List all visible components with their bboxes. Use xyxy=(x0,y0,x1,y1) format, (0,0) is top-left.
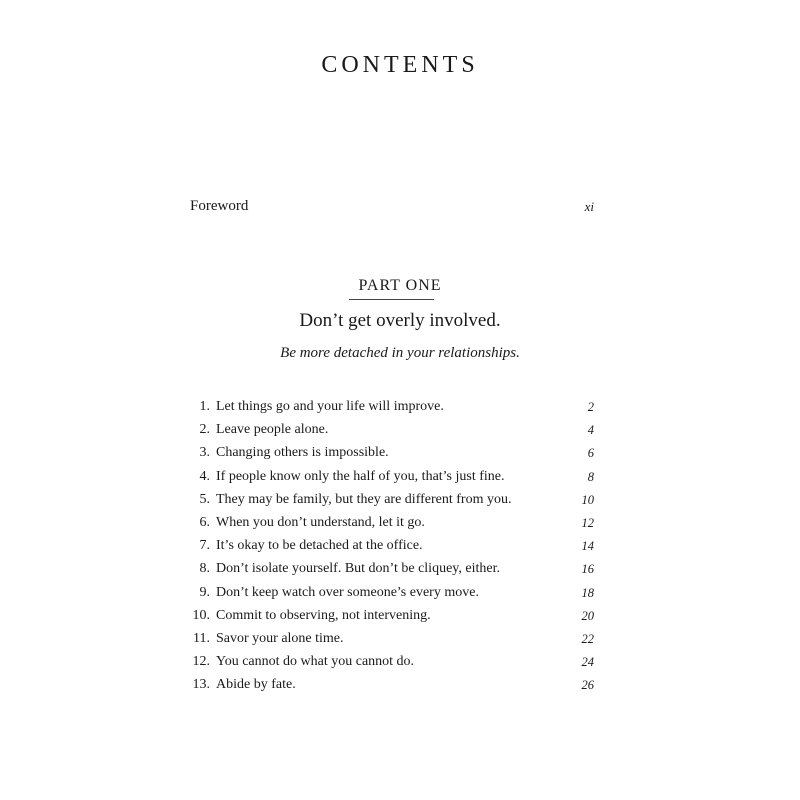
part-label: PART ONE xyxy=(358,277,442,294)
entry-title: Don’t isolate yourself. But don’t be cliquey, either. xyxy=(216,561,500,577)
entry-number: 2. xyxy=(199,422,210,438)
entry-page-number: 22 xyxy=(581,631,594,646)
entry-title: Changing others is impossible. xyxy=(216,445,389,461)
entry-number: 1. xyxy=(199,399,210,414)
toc-entry xyxy=(186,444,594,467)
entry-number: 3. xyxy=(199,445,210,461)
entry-title: You cannot do what you cannot do. xyxy=(216,654,415,670)
entry-page-number: 4 xyxy=(587,423,594,438)
entry-title: Don’t keep watch over someone’s every move. xyxy=(216,584,479,600)
part-title: Don’t get overly involved. xyxy=(299,310,501,331)
entry-number: 12. xyxy=(192,654,210,670)
entry-page-number: 6 xyxy=(587,446,594,461)
entry-number: 9. xyxy=(199,584,210,600)
entry-page-number: 24 xyxy=(581,655,594,670)
toc-entry xyxy=(186,491,594,514)
toc-entry xyxy=(186,514,594,537)
toc-entry xyxy=(186,398,594,421)
entry-page-number: 14 xyxy=(581,539,594,554)
entry-number: 13. xyxy=(192,677,210,693)
foreword-entry xyxy=(190,198,594,218)
entry-number: 11. xyxy=(193,630,210,646)
entry-title: It’s okay to be detached at the office. xyxy=(216,538,423,554)
entry-number: 5. xyxy=(199,491,210,507)
toc-entry xyxy=(186,653,594,676)
page-title: CONTENTS xyxy=(321,52,479,78)
toc-entry xyxy=(186,584,594,607)
entry-page-number: 16 xyxy=(581,562,594,577)
toc-entry xyxy=(186,676,594,699)
entry-title: When you don’t understand, let it go. xyxy=(216,514,425,530)
entry-title: Let things go and your life will improve. xyxy=(216,399,444,414)
entry-title: They may be family, but they are different from you. xyxy=(216,491,512,507)
entry-number: 7. xyxy=(199,538,210,554)
foreword-label: Foreword xyxy=(190,198,249,214)
entry-title: Savor your alone time. xyxy=(216,630,344,646)
entry-page-number: 18 xyxy=(581,585,594,600)
entry-title: Commit to observing, not intervening. xyxy=(216,607,431,623)
part-subtitle: Be more detached in your relationships. xyxy=(280,345,520,361)
entry-page-number: 26 xyxy=(581,678,594,693)
entry-page-number: 12 xyxy=(581,515,594,530)
foreword-page-number: xi xyxy=(584,199,594,214)
entry-page-number: 8 xyxy=(587,469,594,484)
entry-page-number: 2 xyxy=(587,400,594,414)
toc-entry xyxy=(186,607,594,630)
entry-title: Abide by fate. xyxy=(216,677,296,693)
toc-list xyxy=(186,398,594,699)
toc-entry xyxy=(186,560,594,583)
toc-entry xyxy=(186,537,594,560)
toc-entry xyxy=(186,468,594,491)
toc-entry xyxy=(186,421,594,444)
entry-number: 6. xyxy=(199,514,210,530)
part-divider xyxy=(349,299,434,300)
entry-number: 4. xyxy=(199,468,210,484)
entry-title: If people know only the half of you, that’s just fine. xyxy=(216,468,505,484)
entry-page-number: 20 xyxy=(581,608,594,623)
entry-number: 8. xyxy=(199,561,210,577)
entry-page-number: 10 xyxy=(581,492,594,507)
entry-title: Leave people alone. xyxy=(216,422,329,438)
entry-number: 10. xyxy=(192,607,210,623)
toc-entry xyxy=(186,630,594,653)
